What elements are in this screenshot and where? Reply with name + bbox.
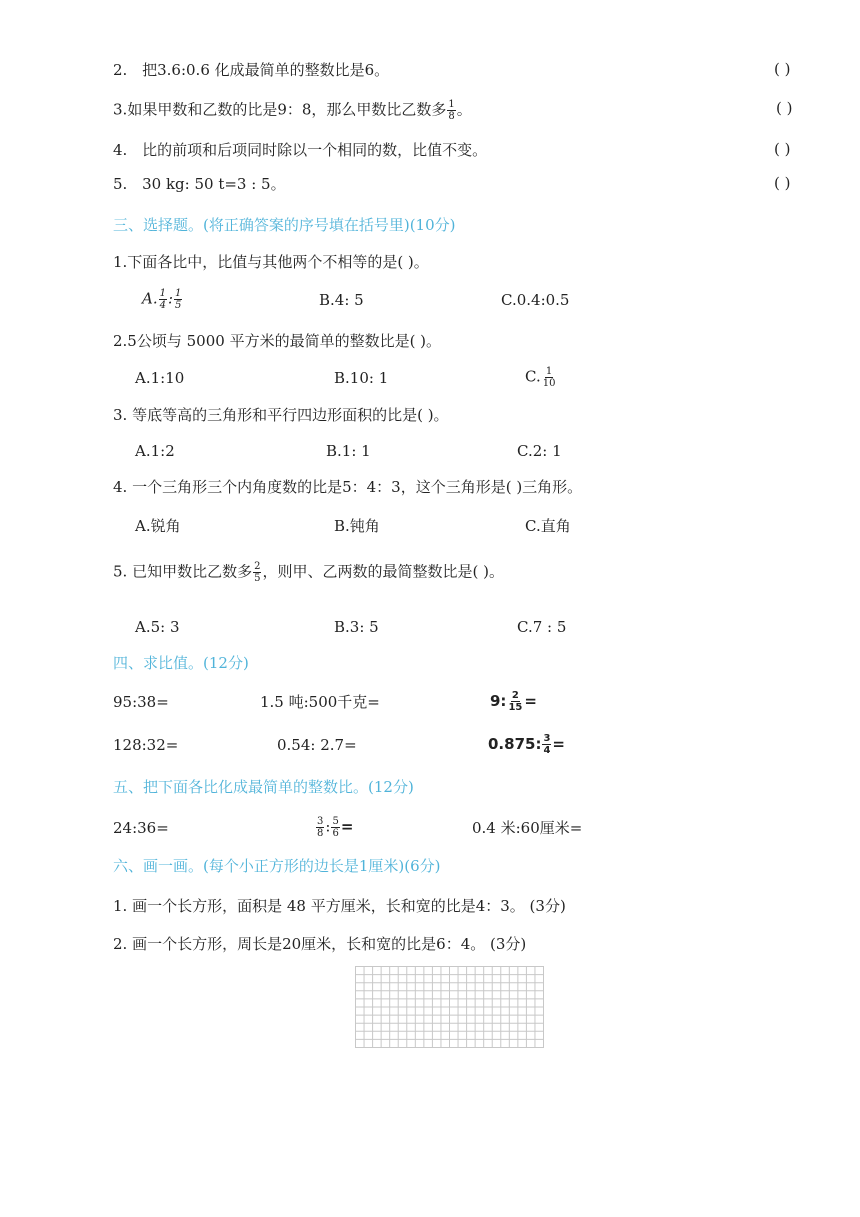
- fraction-numerator: 1: [159, 288, 166, 299]
- equals-sign: =: [524, 692, 537, 710]
- q3-4-option-b[interactable]: B.钝角: [334, 517, 380, 535]
- item-text: 如果甲数和乙数的比是9：8，那么甲数比乙数多: [127, 100, 447, 119]
- fraction: [253, 561, 261, 584]
- s4-r1c1: 95:38=: [113, 693, 169, 711]
- s6-q2: 2. 画一个长方形，周长是20厘米，长和宽的比是6：4。 (3分): [113, 935, 527, 953]
- q3-2-option-b[interactable]: B.10: 1: [334, 369, 389, 387]
- question-text-end: ，则甲、乙两数的最简整数比是( )。: [262, 562, 504, 581]
- q3-5-option-b[interactable]: B.3: 5: [334, 618, 379, 636]
- item-text: 30 kg: 50 t=3 : 5。: [142, 175, 286, 193]
- answer-paren-3[interactable]: ( ): [776, 99, 793, 117]
- q3-1-option-c[interactable]: C.0.4:0.5: [501, 291, 570, 309]
- s4-r2c2: 0.54: 2.7=: [277, 736, 357, 754]
- q3-5-text: [113, 561, 504, 584]
- fraction-numerator: 1: [545, 366, 553, 377]
- s4-r1c3: [490, 690, 537, 713]
- fraction-numerator: 2: [511, 690, 519, 701]
- section-6-title: 六、画一画。(每个小正方形的边长是1厘米)(6分): [113, 857, 441, 875]
- answer-paren-4[interactable]: ( ): [774, 140, 791, 158]
- q3-3-option-c[interactable]: C.2: 1: [517, 442, 562, 460]
- expression-text: 9:: [490, 692, 507, 710]
- item-text: 比的前项和后项同时除以一个相同的数，比值不变。: [142, 141, 488, 159]
- s6-q1: 1. 画一个长方形，面积是 48 平方厘米，长和宽的比是4：3。 (3分): [113, 897, 566, 915]
- q3-4-option-c[interactable]: C.直角: [525, 517, 571, 535]
- section-4-title: 四、求比值。(12分): [113, 654, 249, 672]
- answer-paren-5[interactable]: ( ): [774, 174, 791, 192]
- item-text-end: 。: [456, 100, 472, 119]
- fraction-denominator: 4: [159, 300, 166, 311]
- fraction: [331, 816, 339, 839]
- q3-2-text: 2.5公顷与 5000 平方米的最简单的整数比是( )。: [113, 332, 442, 350]
- section-3-title: 三、选择题。(将正确答案的序号填在括号里)(10分): [113, 216, 456, 234]
- fraction: [159, 288, 167, 311]
- s5-c3: 0.4 米:60厘米=: [472, 819, 583, 837]
- q3-2-option-a[interactable]: A.1:10: [135, 369, 185, 387]
- fraction-denominator: 8: [448, 111, 455, 122]
- q3-3-text: 3. 等底等高的三角形和平行四边形面积的比是( )。: [113, 406, 449, 424]
- fraction: [542, 733, 551, 756]
- s5-c2: [315, 816, 353, 839]
- ratio-colon: :: [325, 817, 331, 836]
- q3-4-option-a[interactable]: A.锐角: [135, 517, 181, 535]
- question-text: 5. 已知甲数比乙数多: [113, 562, 253, 581]
- judgement-item-2: [113, 60, 389, 80]
- q3-1-option-b[interactable]: B.4: 5: [319, 291, 364, 309]
- fraction: [447, 99, 455, 122]
- equals-sign: =: [340, 817, 354, 836]
- q3-5-option-c[interactable]: C.7 : 5: [517, 618, 567, 636]
- fraction-numerator: 1: [448, 99, 455, 110]
- q3-1-option-a[interactable]: [142, 288, 183, 311]
- judgement-item-3: [113, 99, 472, 122]
- item-text: 把3.6:0.6 化成最简单的整数比是6。: [142, 61, 390, 79]
- section-5-title: 五、把下面各比化成最简单的整数比。(12分): [113, 778, 414, 796]
- fraction-numerator: 2: [254, 561, 261, 572]
- q3-3-option-a[interactable]: A.1:2: [135, 442, 175, 460]
- fraction-numerator: 3: [543, 733, 551, 744]
- q3-1-text: 1.下面各比中，比值与其他两个不相等的是( )。: [113, 253, 429, 271]
- s4-r2c1: 128:32=: [113, 736, 179, 754]
- expression-text: 0.875:: [488, 735, 542, 753]
- q3-4-text: 4. 一个三角形三个内角度数的比是5：4：3，这个三角形是( )三角形。: [113, 478, 583, 496]
- fraction-denominator: 5: [254, 573, 261, 584]
- fraction: [542, 366, 557, 389]
- option-label: C.: [525, 367, 541, 386]
- equals-sign: =: [552, 735, 565, 753]
- fraction: [316, 816, 324, 839]
- fraction-denominator: 8: [317, 828, 324, 839]
- ratio-colon: :: [167, 289, 174, 308]
- judgement-item-5: [113, 174, 286, 194]
- fraction: [174, 288, 182, 311]
- fraction-numerator: 5: [332, 816, 339, 827]
- drawing-grid[interactable]: [355, 966, 544, 1048]
- fraction-numerator: 3: [317, 816, 324, 827]
- q3-5-option-a[interactable]: A.5: 3: [135, 618, 180, 636]
- fraction-denominator: 4: [543, 745, 551, 756]
- fraction-numerator: 1: [175, 288, 182, 299]
- fraction-denominator: 6: [332, 828, 339, 839]
- fraction-denominator: 5: [175, 300, 182, 311]
- q3-3-option-b[interactable]: B.1: 1: [326, 442, 371, 460]
- option-label: A.: [142, 289, 158, 308]
- answer-paren-2[interactable]: ( ): [774, 60, 791, 78]
- fraction: [507, 690, 523, 713]
- item-number: 4.: [113, 141, 128, 159]
- s4-r1c2: 1.5 吨:500千克=: [260, 693, 380, 711]
- item-number: 2.: [113, 61, 128, 79]
- s5-c1: 24:36=: [113, 819, 169, 837]
- fraction-denominator: 15: [508, 702, 523, 713]
- s4-r2c3: [488, 733, 565, 756]
- fraction-denominator: 10: [542, 378, 556, 389]
- judgement-item-4: [113, 140, 487, 160]
- item-number: 5.: [113, 175, 128, 193]
- q3-2-option-c[interactable]: [525, 366, 557, 389]
- item-number: 3.: [113, 100, 128, 119]
